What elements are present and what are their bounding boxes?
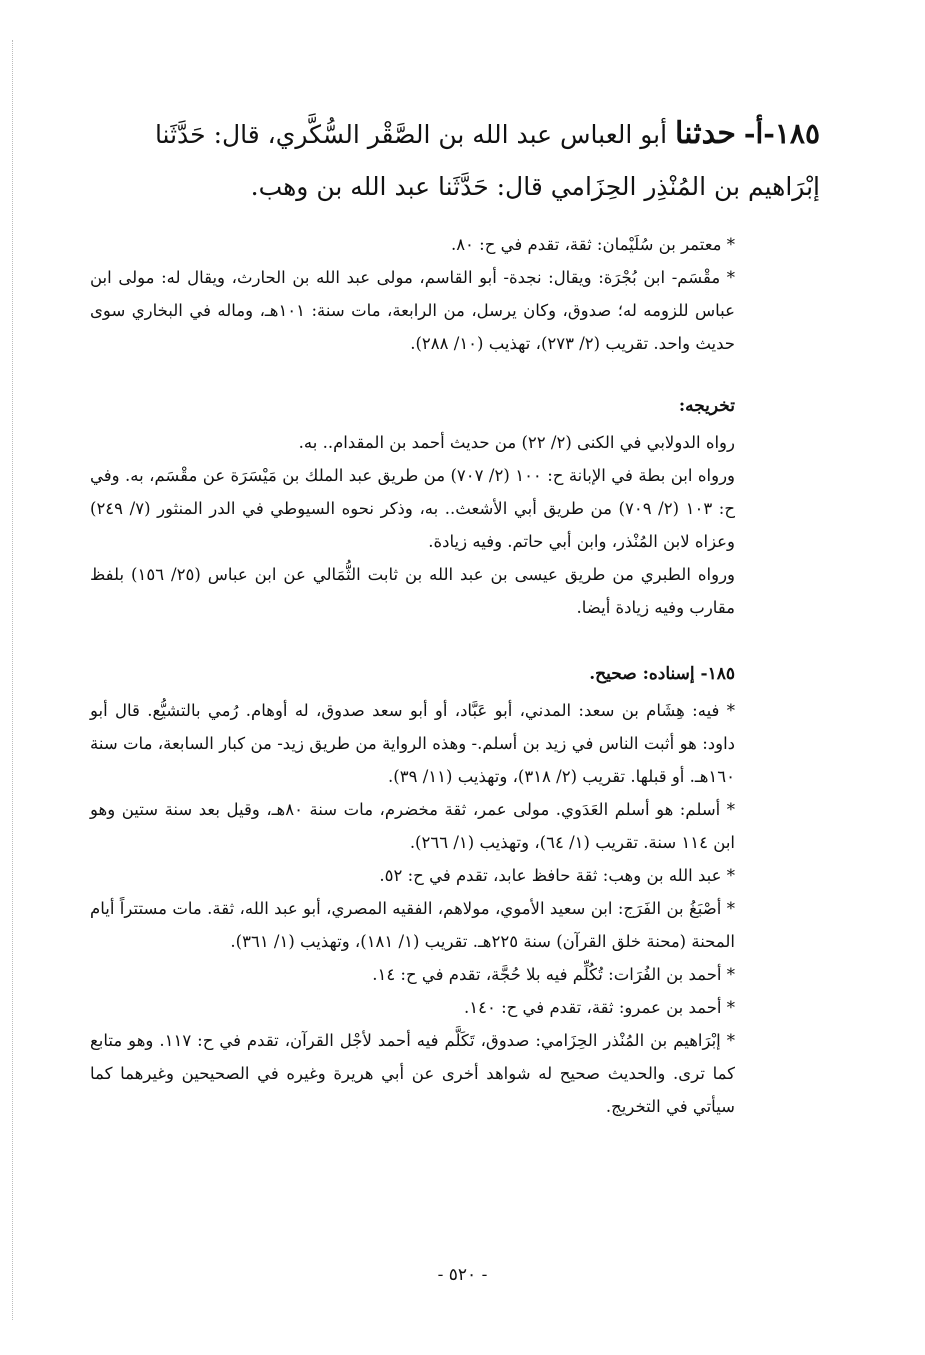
takhrij-paragraph: رواه الدولابي في الكنى (٢/ ٢٢) من حديث أحمد بن المقدام.. به. bbox=[298, 433, 735, 452]
hadith-number: ١٨٥-أ- bbox=[743, 117, 820, 150]
isnad-paragraph: * فيه: هِشَام بن سعد: المدني، أبو عَبَّاد، أو أبو سعد صدوق، له أوهام. رُمي بالتشيُّع. قال أبو داود: هو أثبت الناس في زيد بن أسلم.- وهذه الرواية من طريق زيد- من كبار السابعة، مات سنة ١٦٠هـ. أو قبلها. تقريب (٢/ ٣١٨)، وتهذيب (١١/ ٣٩). bbox=[90, 701, 735, 786]
hadith-header-text-1: أبو العباس عبد الله بن الصَّقْر السُّكَّري، قال: حَدَّثَنا bbox=[154, 120, 668, 149]
isnad-body bbox=[90, 694, 735, 1123]
isnad-paragraph: * أصْبَغُ بن الفَرَج: ابن سعيد الأموي، مولاهم، الفقيه المصري، أبو عبد الله، ثقة. مات مستتراً أيام المحنة (محنة خلق القرآن) سنة ٢٢٥هـ. تقريب (١/ ١٨١)، وتهذيب (١/ ٣٦١). bbox=[90, 899, 735, 951]
narrator-note: * مقْسَم- ابن بُجْرَة: ويقال: نجدة- أبو القاسم، مولى عبد الله بن الحارث، ويقال له: مولى ابن عباس للزومه له؛ صدوق، وكان يرسل، من الرابعة، مات سنة: ١٠١هـ، وماله في البخاري سوى حديث واحد. تقريب (٢/ ٢٧٣)، تهذيب (١٠/ ٢٨٨). bbox=[90, 268, 735, 353]
hadith-header-line-1 bbox=[95, 108, 820, 161]
takhrij-paragraph: ورواه ابن بطة في الإبانة ح: ١٠٠ (٢/ ٧٠٧) من طريق عبد الملك بن مَيْسَرَة عن مقْسَم، به. وفي ح: ١٠٣ (٢/ ٧٠٩) من طريق أبي الأشعث.. به، وذكر نحوه السيوطي في الدر المنثور (٧/ ٢٤٩) وعزاه لابن المُنْذر، وابن أبي حاتم. وفيه زيادة. bbox=[90, 466, 736, 551]
takhrij-heading: تخريجه: bbox=[678, 396, 735, 416]
hadith-keyword: حدثنا bbox=[675, 116, 736, 151]
hadith-header-line-2: إبْرَاهيم بن المُنْذِر الحِزَامي قال: حَدَّثَنا عبد الله بن وهب. bbox=[250, 172, 820, 201]
isnad-paragraph: * أحمد بن الفُرَات: تُكُلِّم فيه بلا حُجَّة، تقدم في ح: ١٤. bbox=[372, 965, 735, 984]
isnad-heading: ١٨٥- إسناده: صحيح. bbox=[589, 664, 735, 684]
isnad-paragraph: * عبد الله بن وهب: ثقة حافظ عابد، تقدم في ح: ٥٢. bbox=[379, 866, 735, 885]
binding-margin bbox=[12, 40, 19, 1320]
isnad-paragraph: * أسلم: هو أسلم العَدَوي. مولى عمر، ثقة مخضرم، مات سنة ٨٠هـ، وقيل بعد سنة ستين وهو ابن ١١٤ سنة. تقريب (١/ ٦٤)، وتهذيب (١/ ٢٦٦). bbox=[90, 800, 735, 852]
takhrij-paragraph: ورواه الطبري من طريق عيسى بن عبد الله بن ثابت الثُّمَالي عن ابن عباس (٢٥/ ١٥٦) بلفظ مقارب وفيه زيادة أيضا. bbox=[90, 565, 736, 617]
isnad-paragraph: * إبْرَاهيم بن المُنْذر الحِزَامي: صدوق، تَكَلَّم فيه أحمد لأجْل القرآن، تقدم في ح: ١١٧. وهو متابع كما ترى. والحديث صحيح له شواهد أخرى عن أبي هريرة وغيره في الصحيحين وغيرهما كما سيأتي في التخريج. bbox=[90, 1031, 735, 1116]
isnad-paragraph: * أحمد بن عمرو: ثقة، تقدم في ح: ١٤٠. bbox=[464, 998, 735, 1017]
page-number: - ٥٢٠ - bbox=[437, 1265, 488, 1285]
takhrij-body bbox=[90, 426, 735, 624]
hadith-header bbox=[95, 108, 820, 213]
narrator-notes-1 bbox=[90, 228, 735, 360]
narrator-note: * معتمر بن سُلَيْمان: ثقة، تقدم في ح: ٨٠. bbox=[450, 235, 735, 254]
